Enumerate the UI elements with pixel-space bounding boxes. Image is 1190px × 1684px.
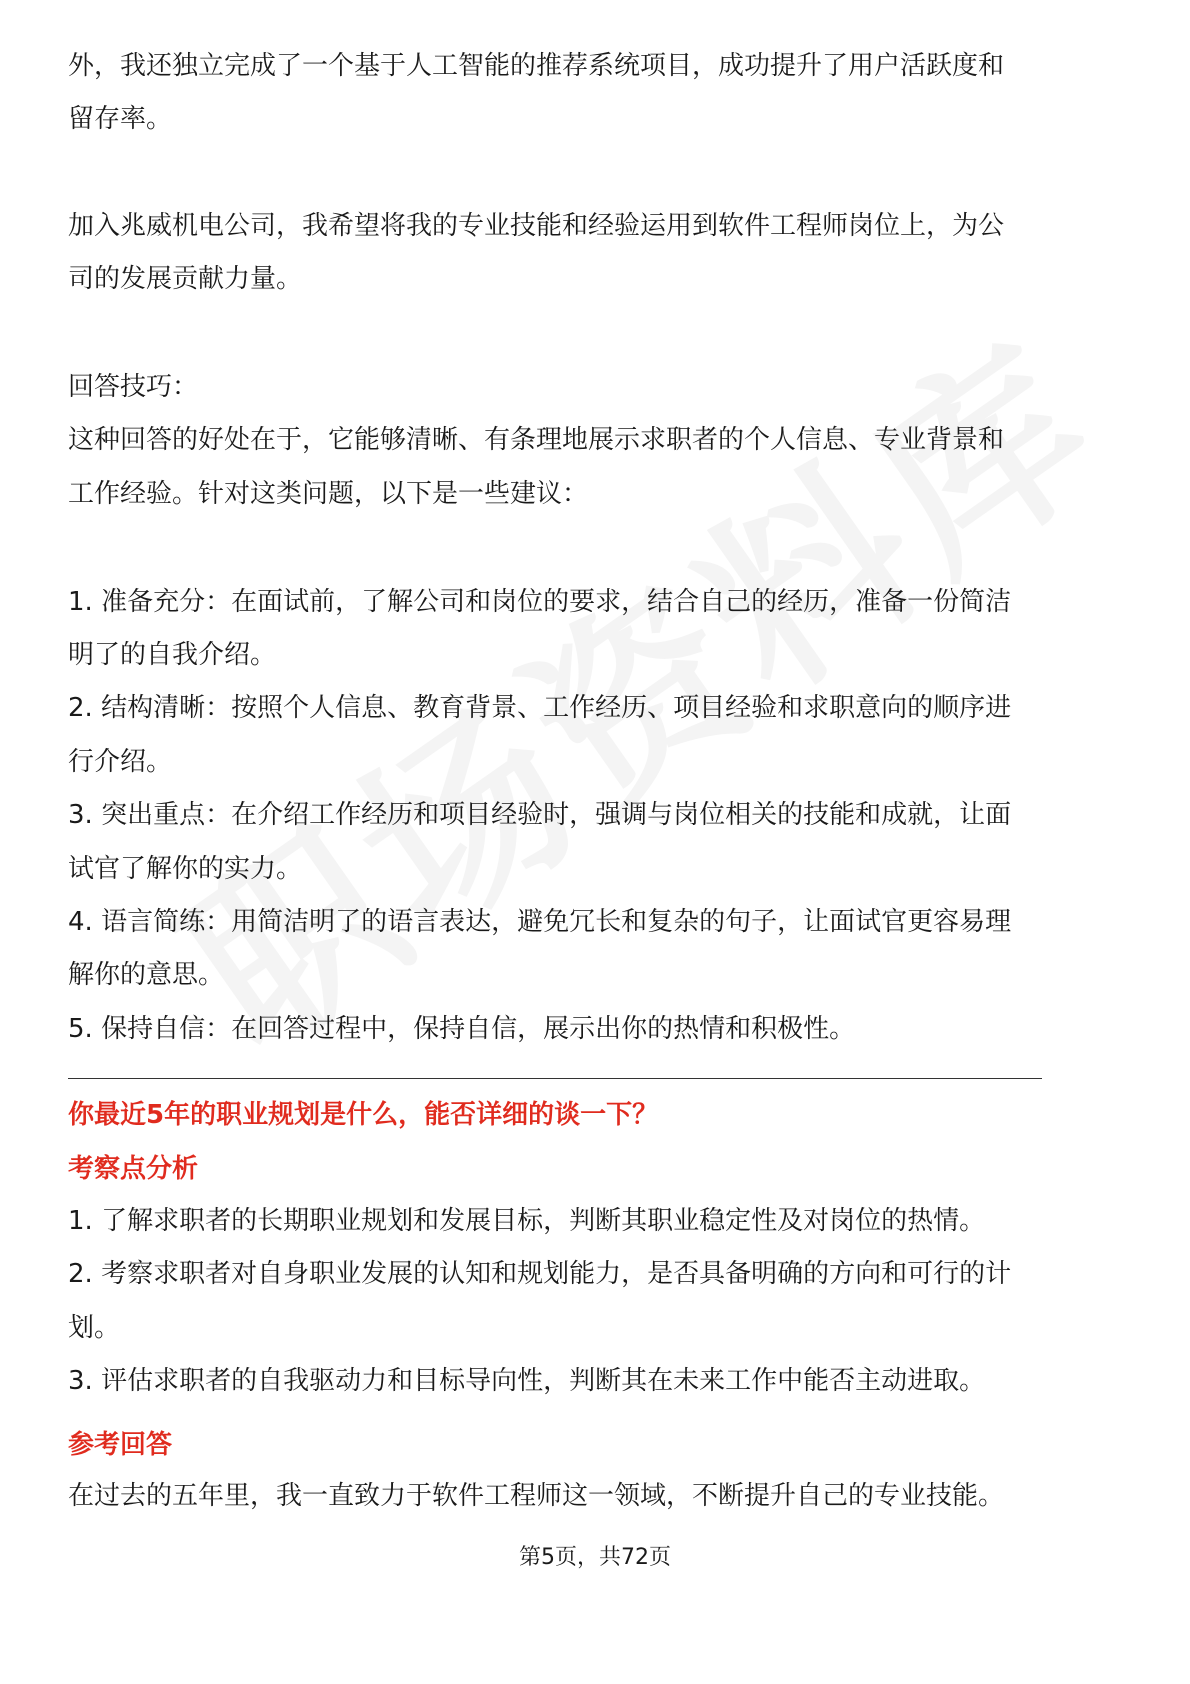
tip-item-2: 2. 结构清晰：按照个人信息、教育背景、工作经历、项目经验和求职意向的顺序进 xyxy=(68,693,1012,723)
body-line: 外，我还独立完成了一个基于人工智能的推荐系统项目，成功提升了用户活跃度和 xyxy=(68,51,1005,81)
body-line: 这种回答的好处在于，它能够清晰、有条理地展示求职者的个人信息、专业背景和 xyxy=(68,425,1005,455)
analysis-item-2-cont: 划。 xyxy=(68,1313,121,1343)
question-heading: 你最近5年的职业规划是什么，能否详细的谈一下？ xyxy=(68,1100,659,1130)
tip-item-5: 5. 保持自信：在回答过程中，保持自信，展示出你的热情和积极性。 xyxy=(68,1014,856,1044)
body-line: 加入兆威机电公司，我希望将我的专业技能和经验运用到软件工程师岗位上，为公 xyxy=(68,211,1005,241)
reference-heading: 参考回答 xyxy=(68,1430,173,1460)
analysis-heading: 考察点分析 xyxy=(68,1154,199,1184)
body-line: 司的发展贡献力量。 xyxy=(68,264,303,294)
tips-heading: 回答技巧： xyxy=(68,372,199,402)
tip-item-3: 3. 突出重点：在介绍工作经历和项目经验时，强调与岗位相关的技能和成就，让面 xyxy=(68,800,1012,830)
analysis-item-2: 2. 考察求职者对自身职业发展的认知和规划能力，是否具备明确的方向和可行的计 xyxy=(68,1259,1012,1289)
analysis-item-3: 3. 评估求职者的自我驱动力和目标导向性，判断其在未来工作中能否主动进取。 xyxy=(68,1366,986,1396)
tip-item-2-cont: 行介绍。 xyxy=(68,747,173,777)
page-number: 第5页，共72页 xyxy=(519,1545,671,1570)
body-line: 留存率。 xyxy=(68,104,173,134)
section-divider xyxy=(68,1078,1042,1079)
tip-item-1: 1. 准备充分：在面试前，了解公司和岗位的要求，结合自己的经历，准备一份简洁 xyxy=(68,587,1012,617)
reference-line: 在过去的五年里，我一直致力于软件工程师这一领域，不断提升自己的专业技能。 xyxy=(68,1481,1005,1511)
tip-item-4: 4. 语言简练：用简洁明了的语言表达，避免冗长和复杂的句子，让面试官更容易理 xyxy=(68,907,1012,937)
tip-item-4-cont: 解你的意思。 xyxy=(68,960,225,990)
body-line: 工作经验。针对这类问题，以下是一些建议： xyxy=(68,479,589,509)
tip-item-1-cont: 明了的自我介绍。 xyxy=(68,640,277,670)
tip-item-3-cont: 试官了解你的实力。 xyxy=(68,854,303,884)
analysis-item-1: 1. 了解求职者的长期职业规划和发展目标，判断其职业稳定性及对岗位的热情。 xyxy=(68,1206,986,1236)
